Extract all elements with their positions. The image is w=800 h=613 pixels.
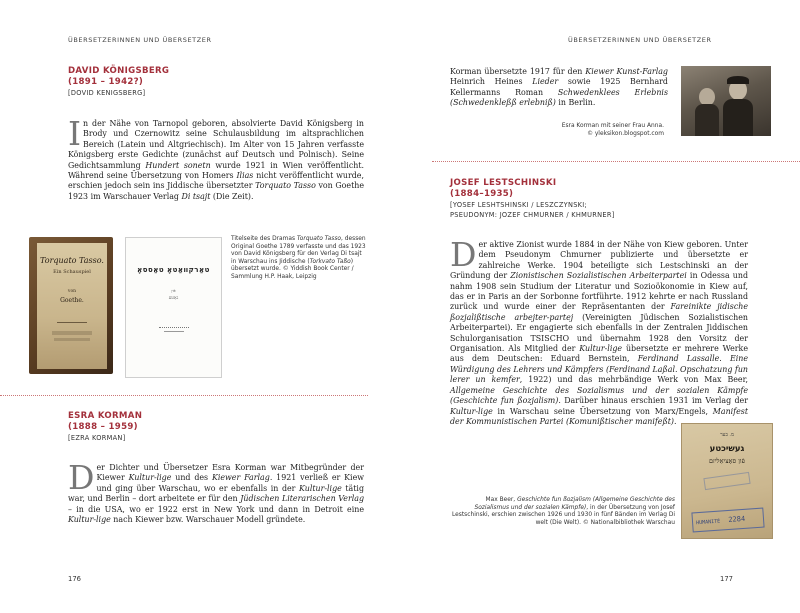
entry-lestschinski-heading (450, 178, 770, 220)
entry-dates: (1888 – 1959) (68, 422, 138, 432)
entry-name: ESRA KORMAN (68, 411, 143, 421)
entry-name: DAVID KÖNIGSBERG (68, 66, 170, 76)
photo-caption-korman: Esra Korman mit seiner Frau Anna. © yleksikon.blogspot.com (561, 123, 664, 137)
entry-dates: (1891 – 1942?) (68, 77, 144, 87)
running-head-right: ÜBERSETZERINNEN UND ÜBERSETZER (568, 36, 712, 44)
entry-alias: [DOVID KENIGSBERG] (68, 89, 146, 97)
photo-korman-couple (681, 66, 771, 136)
entry-korman-heading (68, 411, 368, 443)
drop-cap: D (68, 458, 95, 497)
dotted-separator (0, 395, 368, 396)
entry-alias: PSEUDONYM: JOZEF CHMURNER / KHMURNER] (450, 211, 615, 219)
library-stamp: HUMANITÉ 2284 (691, 508, 764, 533)
page-number-left: 176 (68, 575, 81, 583)
drop-cap: I (68, 114, 82, 153)
image-caption-tasso: Titelseite des Dramas Torquato Tasso, dessen Original Goethe 1789 verfasste und das 1923 von David Königsberg für den Verlag Di tsajt in Warschau ins Jiddische (Torkvato Taßo) übersetzt wurde. © Yiddish Book Center / Sammlung H.P. Haak, Leipzig (231, 236, 366, 280)
entry-dates: (1884–1935) (450, 189, 514, 199)
entry-alias: [EZRA KORMAN] (68, 434, 126, 442)
entry-korman-body: Der Dichter und Übersetzer Esra Korman war Mitbegründer der Kiewer Kultur-lige und des Kiewer Farlag. 1921 verließ er Kiew und ging über Warschau, wo er ebenfalls in der Kultur-lige tätig war, und Berlin – dort arbeitete er für den Jüdischen Literarischen Verlag – in die USA, wo er 1922 erst in New York und dann in Detroit eine Kultur-lige nach Kiewer bzw. Warschauer Modell gründete. (68, 458, 365, 525)
entry-alias: [YOSEF LESHTSHINSKI / LESZCZYNSKI; (450, 201, 588, 209)
entry-name: JOSEF LESTSCHINSKI (450, 178, 557, 188)
dotted-separator (432, 161, 800, 162)
page-number-right: 177 (720, 575, 733, 583)
entry-lestschinski-body: Der aktive Zionist wurde 1884 in der Nähe von Kiew geboren. Unter dem Pseudonym Chmurner publizierte und übersetzte er zahlreiche Werke. 1904 beteiligte sich Lestschinski an der Gründung der Zionistischen Sozialistischen Arbeiterpartei in Odessa und nahm 1908 sein Studium der Literatur und Sozioökonomie in Kiew auf, das er in Paris an der Sorbonne fortführte. 1912 kehrte er nach Russland zurück und wurde einer der Repräsentanten der Fareinikte jidische ßozjalißtische arbejter-partej (Vereinigten Jüdischen Sozialistischen Arbeiterpartei). Er engagierte sich ebenfalls in der Zentralen Jiddischen Schulorganisation TSISCHO und übernahm 1928 den Vorsitz der Organisation. Als Mitglied der Kultur-lige übersetzte er mehrere Werke aus dem Deutschen: Eduard Bernstein, Ferdinand Lassalle. Eine Würdigung des Lehrers und Kämpfers (Ferdinand Laßal. Opschatzung fun lerer un kemfer, 1922) und das mehrbändige Werk von Max Beer, Allgemeine Geschichte des Sozialismus und der sozialen Kämpfe (Geschichte fun ßozjalism). Darüber hinaus erschien 1931 im Verlag der Kultur-lige in Warschau seine Übersetzung von Marx/Engels, Manifest der Kommunistischen Partei (Komunißtischer manifeßt). (450, 235, 749, 426)
entry-koenigsberg-body: In der Nähe von Tarnopol geboren, absolvierte David Königsberg in Brody und Czernowitz seine Schulausbildung im altsprachlichen Bereich (Latein und Altgriechisch). Im Alter von 15 Jahren verfasste Königsberg erste Gedichte (zunächst auf Deutsch und Polnisch). Seine Gedichtsammlung Hundert sonetn wurde 1921 in Wien veröffentlicht. Während seine Übersetzung von Homers Ilias nicht veröffentlicht wurde, erschien jedoch sein ins Jiddische übersetzter Torquato Tasso von Goethe 1923 im Warschauer Verlag Di tsajt (Die Zeit). (68, 114, 364, 201)
korman-continuation: Korman übersetzte 1917 für den Kiewer Kunst-Farlag Heinrich Heines Lieder sowie 1925 Bernhard Kellermanns Roman Schwedenklees Erlebnis (Schwedenkleßß erlebniß) in Berlin. (450, 67, 668, 108)
title-page-yiddish: טאַרקװאַטאָ טאַססאָ פֿון גאַטע (125, 237, 222, 378)
book-cover-max-beer: מ. בער געשיכטע פֿון סאָציאַליזם HUMANITÉ 2284 (681, 423, 773, 539)
book-photo-german: Torquato Tasso. Ein Schauspiel von Goethe. (29, 237, 113, 374)
image-caption-beer: Max Beer, Geschichte fun ßozjalism (Allgemeine Geschichte des Sozialismus und der sozialen Kämpfe), in der Übersetzung von Josef Lestschinski, erschien zwischen 1926 und 1930 in fünf Bänden im Verlag Di welt (Die Welt). © Nationalbibliothek Warschau (451, 497, 675, 526)
entry-koenigsberg-heading (68, 66, 368, 98)
drop-cap: D (450, 235, 477, 274)
running-head-left: ÜBERSETZERINNEN UND ÜBERSETZER (68, 36, 212, 44)
